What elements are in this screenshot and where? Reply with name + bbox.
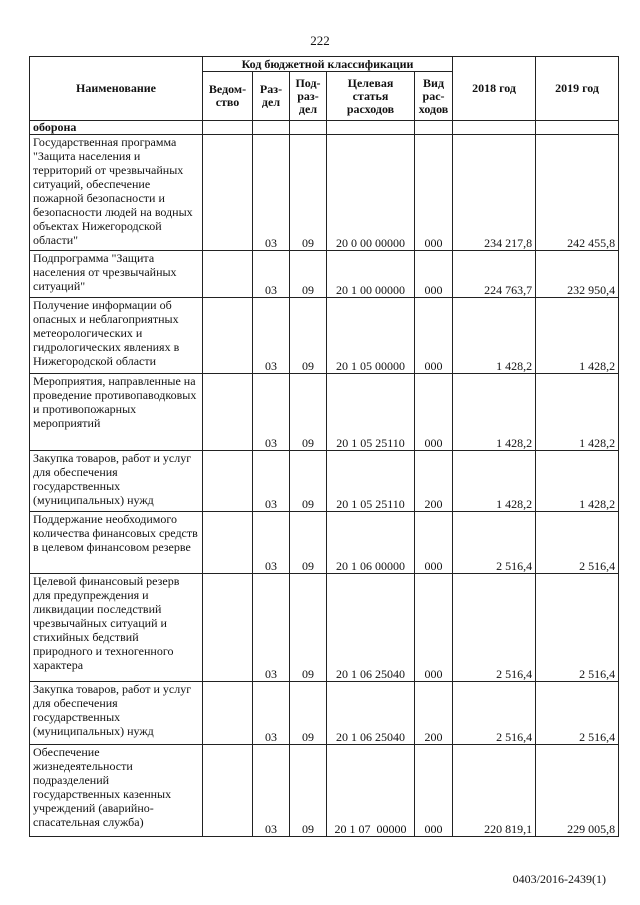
row-vid: 000 xyxy=(415,298,453,374)
row-razdel: 03 xyxy=(253,574,290,682)
row-target: 20 1 07 00000 xyxy=(327,745,415,837)
row-vedomstvo xyxy=(203,135,253,251)
row-amount-2019: 1 428,2 xyxy=(536,374,619,451)
row-razdel: 03 xyxy=(253,451,290,512)
header-podrazdel: Под- раз- дел xyxy=(290,72,327,121)
row-vedomstvo xyxy=(203,374,253,451)
header-target: Целевая статья расходов xyxy=(327,72,415,121)
row-target: 20 0 00 00000 xyxy=(327,135,415,251)
header-year-2019: 2019 год xyxy=(536,57,619,121)
row-podrazdel: 09 xyxy=(290,135,327,251)
row-vid: 000 xyxy=(415,574,453,682)
row-amount-2018: 2 516,4 xyxy=(453,574,536,682)
row-amount-2018: 2 516,4 xyxy=(453,512,536,574)
row-vedomstvo xyxy=(203,745,253,837)
document-code: 0403/2016-2439(1) xyxy=(512,872,606,886)
row-target: 20 1 06 25040 xyxy=(327,682,415,745)
table-row xyxy=(30,374,619,451)
table-body xyxy=(30,121,619,837)
row-amount-2019: 2 516,4 xyxy=(536,574,619,682)
row-vedomstvo xyxy=(203,682,253,745)
row-target: 20 1 00 00000 xyxy=(327,251,415,298)
table-row xyxy=(30,451,619,512)
row-vedomstvo xyxy=(203,298,253,374)
row-vedomstvo xyxy=(203,574,253,682)
row-vid: 200 xyxy=(415,451,453,512)
row-podrazdel: 09 xyxy=(290,682,327,745)
row-amount-2018: 220 819,1 xyxy=(453,745,536,837)
row-razdel: 03 xyxy=(253,512,290,574)
row-amount-2019: 232 950,4 xyxy=(536,251,619,298)
table-row xyxy=(30,512,619,574)
row-vid: 000 xyxy=(415,251,453,298)
row-podrazdel: 09 xyxy=(290,374,327,451)
row-amount-2019: 229 005,8 xyxy=(536,745,619,837)
section-title: оборона xyxy=(30,121,203,135)
section-row xyxy=(30,121,619,135)
table-row xyxy=(30,574,619,682)
row-vid: 000 xyxy=(415,135,453,251)
row-razdel: 03 xyxy=(253,374,290,451)
row-target: 20 1 06 00000 xyxy=(327,512,415,574)
table-header xyxy=(30,57,619,121)
row-name: Обеспечение жизнедеятельности подразделений государственных казенных учреждений (аварийно-спасательная служба) xyxy=(30,745,203,837)
row-vedomstvo xyxy=(203,512,253,574)
row-podrazdel: 09 xyxy=(290,745,327,837)
row-podrazdel: 09 xyxy=(290,574,327,682)
row-target: 20 1 06 25040 xyxy=(327,574,415,682)
header-razdel: Раз- дел xyxy=(253,72,290,121)
header-code-group: Код бюджетной классификации xyxy=(203,57,453,72)
table-row xyxy=(30,745,619,837)
row-vid: 200 xyxy=(415,682,453,745)
row-amount-2018: 2 516,4 xyxy=(453,682,536,745)
row-name: Поддержание необходимого количества финансовых средств в целевом финансовом резерве xyxy=(30,512,203,574)
row-amount-2019: 242 455,8 xyxy=(536,135,619,251)
row-razdel: 03 xyxy=(253,251,290,298)
row-amount-2019: 2 516,4 xyxy=(536,682,619,745)
row-razdel: 03 xyxy=(253,135,290,251)
row-vid: 000 xyxy=(415,374,453,451)
row-name: Подпрограмма "Защита населения от чрезвычайных ситуаций" xyxy=(30,251,203,298)
budget-table xyxy=(29,56,619,837)
row-razdel: 03 xyxy=(253,682,290,745)
row-target: 20 1 05 00000 xyxy=(327,298,415,374)
row-amount-2019: 1 428,2 xyxy=(536,298,619,374)
row-podrazdel: 09 xyxy=(290,451,327,512)
row-vid: 000 xyxy=(415,745,453,837)
row-name: Мероприятия, направленные на проведение противопаводковых и противопожарных мероприятий xyxy=(30,374,203,451)
row-amount-2018: 1 428,2 xyxy=(453,374,536,451)
table-row xyxy=(30,251,619,298)
row-vedomstvo xyxy=(203,251,253,298)
row-amount-2019: 1 428,2 xyxy=(536,451,619,512)
row-name: Получение информации об опасных и неблагоприятных метеорологических и гидрологических явлениях в Нижегородской области xyxy=(30,298,203,374)
row-name: Государственная программа "Защита населения и территорий от чрезвычайных ситуаций, обеспечение пожарной безопасности и безопасности людей на водных объектах Нижегородской области" xyxy=(30,135,203,251)
row-name: Целевой финансовый резерв для предупреждения и ликвидации последствий чрезвычайных ситуаций и стихийных бедствий природного и техногенного характера xyxy=(30,574,203,682)
table-row xyxy=(30,135,619,251)
row-amount-2018: 1 428,2 xyxy=(453,298,536,374)
header-name: Наименование xyxy=(30,57,203,121)
row-razdel: 03 xyxy=(253,745,290,837)
row-vid: 000 xyxy=(415,512,453,574)
row-amount-2018: 1 428,2 xyxy=(453,451,536,512)
header-year-2018: 2018 год xyxy=(453,57,536,121)
row-name: Закупка товаров, работ и услуг для обеспечения государственных (муниципальных) нужд xyxy=(30,682,203,745)
row-amount-2018: 234 217,8 xyxy=(453,135,536,251)
page-number: 222 xyxy=(310,33,330,48)
row-razdel: 03 xyxy=(253,298,290,374)
table-row xyxy=(30,298,619,374)
row-podrazdel: 09 xyxy=(290,298,327,374)
row-target: 20 1 05 25110 xyxy=(327,451,415,512)
table-row xyxy=(30,682,619,745)
row-name: Закупка товаров, работ и услуг для обеспечения государственных (муниципальных) нужд xyxy=(30,451,203,512)
row-podrazdel: 09 xyxy=(290,251,327,298)
row-podrazdel: 09 xyxy=(290,512,327,574)
row-target: 20 1 05 25110 xyxy=(327,374,415,451)
header-vedomstvo: Ведом- ство xyxy=(203,72,253,121)
row-amount-2018: 224 763,7 xyxy=(453,251,536,298)
header-vid: Вид рас- ходов xyxy=(415,72,453,121)
row-amount-2019: 2 516,4 xyxy=(536,512,619,574)
row-vedomstvo xyxy=(203,451,253,512)
